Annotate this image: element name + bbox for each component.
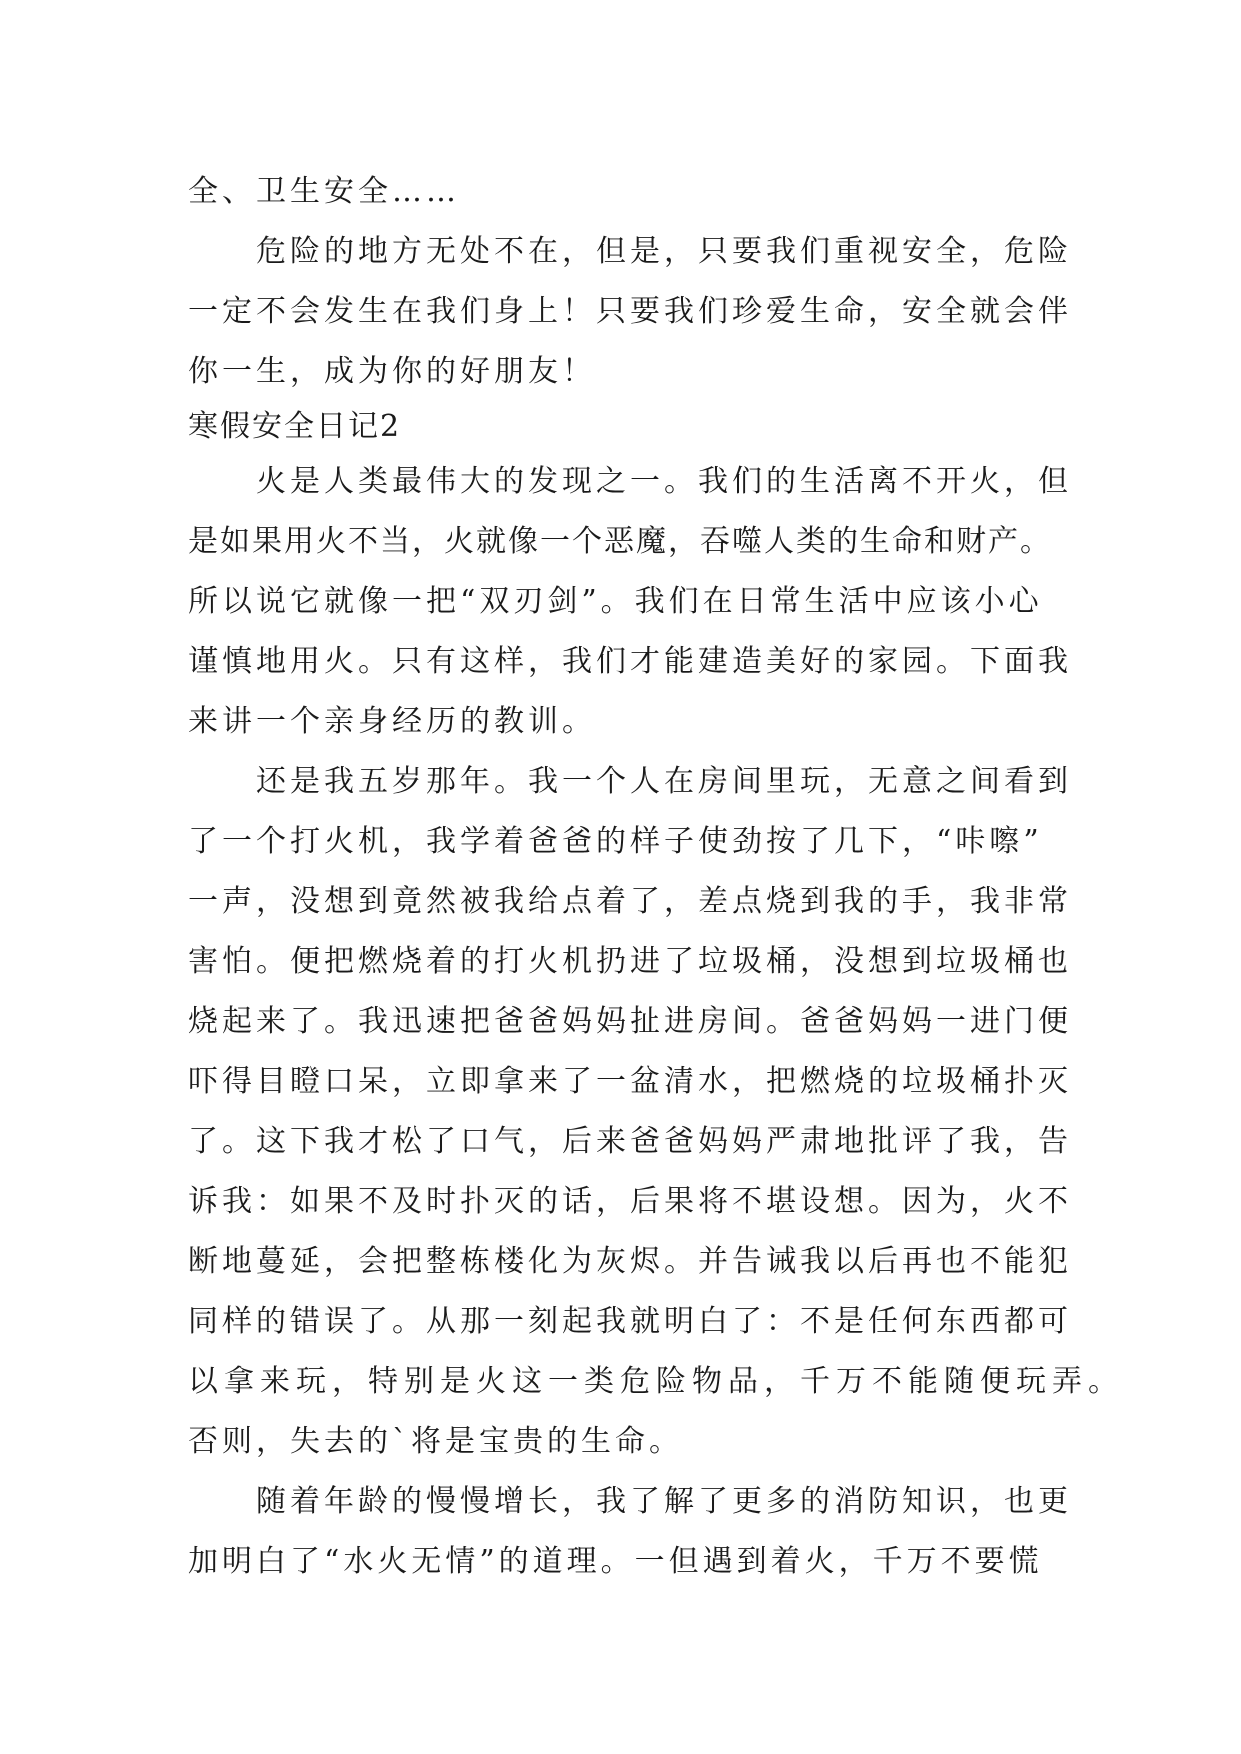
text-line: 一声，没想到竟然被我给点着了，差点烧到我的手，我非常 bbox=[188, 884, 1072, 919]
text-line: 断地蔓延，会把整栋楼化为灰烬。并告诫我以后再也不能犯 bbox=[188, 1244, 1072, 1279]
text-line: 以拿来玩，特别是火这一类危险物品，千万不能随便玩弄。 bbox=[188, 1364, 1124, 1399]
text-line: 否则，失去的`将是宝贵的生命。 bbox=[188, 1424, 683, 1459]
document-body bbox=[188, 162, 1124, 1592]
text-line: 全、卫生安全…… bbox=[188, 174, 460, 209]
text-line: 吓得目瞪口呆，立即拿来了一盆清水，把燃烧的垃圾桶扑灭 bbox=[188, 1064, 1072, 1099]
text-line: 是如果用火不当，火就像一个恶魔，吞噬人类的生命和财产。 bbox=[188, 524, 1052, 559]
text-line: 一定不会发生在我们身上！只要我们珍爱生命，安全就会伴 bbox=[188, 294, 1072, 329]
paragraph-start-line: 还是我五岁那年。我一个人在房间里玩，无意之间看到 bbox=[256, 764, 1072, 799]
text-line: 了。这下我才松了口气，后来爸爸妈妈严肃地批评了我，告 bbox=[188, 1124, 1072, 1159]
text-line: 烧起来了。我迅速把爸爸妈妈扯进房间。爸爸妈妈一进门便 bbox=[188, 1004, 1072, 1039]
text-line: 害怕。便把燃烧着的打火机扔进了垃圾桶，没想到垃圾桶也 bbox=[188, 944, 1072, 979]
text-line: 谨慎地用火。只有这样，我们才能建造美好的家园。下面我 bbox=[188, 644, 1072, 679]
text-line: 所以说它就像一把“双刃剑”。我们在日常生活中应该小心 bbox=[188, 584, 1043, 619]
paragraph-start-line: 危险的地方无处不在，但是，只要我们重视安全，危险 bbox=[256, 234, 1072, 269]
paragraph-start-line: 随着年龄的慢慢增长，我了解了更多的消防知识，也更 bbox=[256, 1484, 1072, 1519]
text-line: 来讲一个亲身经历的教训。 bbox=[188, 704, 596, 739]
text-line: 诉我：如果不及时扑灭的话，后果将不堪设想。因为，火不 bbox=[188, 1184, 1072, 1219]
text-line: 了一个打火机，我学着爸爸的样子使劲按了几下，“咔嚓” bbox=[188, 824, 1043, 859]
paragraph-start-line: 火是人类最伟大的发现之一。我们的生活离不开火，但 bbox=[256, 464, 1072, 499]
text-line: 同样的错误了。从那一刻起我就明白了：不是任何东西都可 bbox=[188, 1304, 1072, 1339]
text-line: 加明白了“水火无情”的道理。一但遇到着火，千万不要慌 bbox=[188, 1544, 1043, 1579]
section-heading: 寒假安全日记2 bbox=[188, 409, 402, 444]
text-line: 你一生，成为你的好朋友！ bbox=[188, 354, 596, 389]
